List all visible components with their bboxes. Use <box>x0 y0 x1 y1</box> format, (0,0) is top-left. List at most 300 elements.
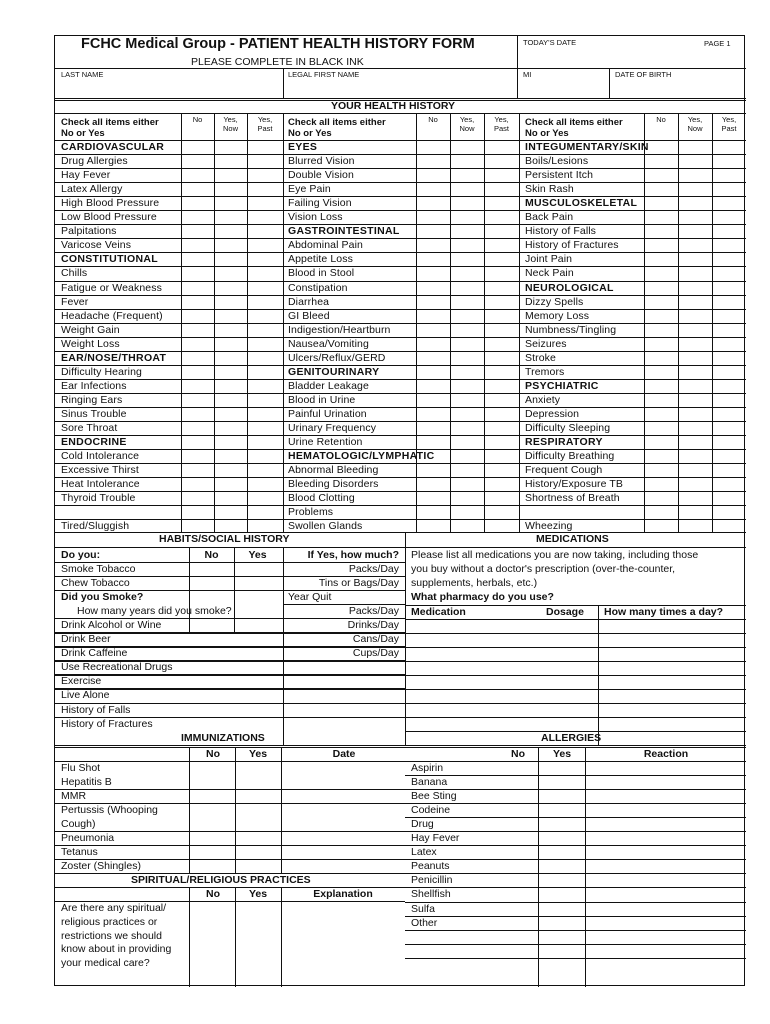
checkbox-col3-8-yes-past[interactable] <box>713 253 745 265</box>
checkbox-col2-1-yes-now[interactable] <box>451 155 483 167</box>
dob-field[interactable] <box>610 79 745 97</box>
checkbox-col1-2-no[interactable] <box>182 169 213 181</box>
checkbox-col2-2-yes-past[interactable] <box>485 169 518 181</box>
allergy-reaction-6[interactable] <box>586 846 745 858</box>
checkbox-col1-16-no[interactable] <box>182 366 213 378</box>
allergy-no-4[interactable] <box>539 818 584 830</box>
checkbox-col1-11-no[interactable] <box>182 296 213 308</box>
checkbox-col3-25-yes-past[interactable] <box>713 492 745 504</box>
checkbox-col1-11-yes-now[interactable] <box>215 296 246 308</box>
checkbox-col3-1-no[interactable] <box>645 155 677 167</box>
checkbox-col2-23-no[interactable] <box>417 464 449 476</box>
checkbox-col1-25-yes-past[interactable] <box>248 492 282 504</box>
checkbox-col2-25-yes-now[interactable] <box>451 492 483 504</box>
checkbox-col1-24-yes-past[interactable] <box>248 478 282 490</box>
habit-yes-6[interactable] <box>235 647 282 659</box>
allergy-no-10[interactable] <box>539 903 584 915</box>
checkbox-col3-8-no[interactable] <box>645 253 677 265</box>
habit-amount-0[interactable] <box>284 563 404 575</box>
checkbox-col3-26-no[interactable] <box>645 506 677 518</box>
checkbox-col3-23-no[interactable] <box>645 464 677 476</box>
checkbox-col1-25-no[interactable] <box>182 492 213 504</box>
checkbox-col3-3-yes-past[interactable] <box>713 183 745 195</box>
checkbox-col2-21-no[interactable] <box>417 436 449 448</box>
dosage-row-4[interactable] <box>599 676 745 688</box>
dosage-row-0[interactable] <box>599 620 745 632</box>
allergy-no-3[interactable] <box>539 804 584 816</box>
allergy-no-8[interactable] <box>539 874 584 886</box>
allergy-reaction-3[interactable] <box>586 804 745 816</box>
habit-no-10[interactable] <box>190 704 233 716</box>
checkbox-col3-16-yes-past[interactable] <box>713 366 745 378</box>
checkbox-col2-24-yes-past[interactable] <box>485 478 518 490</box>
checkbox-col1-9-no[interactable] <box>182 267 213 279</box>
checkbox-col3-9-yes-past[interactable] <box>713 267 745 279</box>
checkbox-col3-26-yes-now[interactable] <box>679 506 711 518</box>
habit-yes-8[interactable] <box>235 675 282 687</box>
checkbox-col3-7-no[interactable] <box>645 239 677 251</box>
checkbox-col2-26-yes-past[interactable] <box>485 506 518 518</box>
habit-yes-0[interactable] <box>235 563 282 575</box>
checkbox-col3-11-yes-now[interactable] <box>679 296 711 308</box>
checkbox-col3-5-no[interactable] <box>645 211 677 223</box>
checkbox-col3-19-yes-now[interactable] <box>679 408 711 420</box>
checkbox-col3-22-no[interactable] <box>645 450 677 462</box>
dosage-row-1[interactable] <box>599 634 745 646</box>
immunization-flu-date[interactable] <box>282 762 404 774</box>
checkbox-col2-8-no[interactable] <box>417 253 449 265</box>
dosage-row-6[interactable] <box>599 704 745 716</box>
checkbox-col3-23-yes-past[interactable] <box>713 464 745 476</box>
allergy-reaction-11[interactable] <box>586 917 745 929</box>
checkbox-col3-22-yes-now[interactable] <box>679 450 711 462</box>
checkbox-col1-18-no[interactable] <box>182 394 213 406</box>
checkbox-col3-1-yes-past[interactable] <box>713 155 745 167</box>
checkbox-col1-7-no[interactable] <box>182 239 213 251</box>
checkbox-col3-13-yes-past[interactable] <box>713 324 745 336</box>
checkbox-col1-9-yes-past[interactable] <box>248 267 282 279</box>
checkbox-col1-16-yes-now[interactable] <box>215 366 246 378</box>
checkbox-col3-6-no[interactable] <box>645 225 677 237</box>
checkbox-col2-20-no[interactable] <box>417 422 449 434</box>
checkbox-col1-12-yes-now[interactable] <box>215 310 246 322</box>
checkbox-col1-1-yes-past[interactable] <box>248 155 282 167</box>
checkbox-col2-17-yes-past[interactable] <box>485 380 518 392</box>
dosage-row-8[interactable] <box>599 732 745 744</box>
checkbox-col2-7-no[interactable] <box>417 239 449 251</box>
checkbox-col1-2-yes-now[interactable] <box>215 169 246 181</box>
allergy-no-0[interactable] <box>539 762 584 774</box>
allergy-no-11[interactable] <box>539 917 584 929</box>
habit-yes-9[interactable] <box>235 689 282 701</box>
checkbox-col2-20-yes-past[interactable] <box>485 422 518 434</box>
allergy-no-7[interactable] <box>539 860 584 872</box>
checkbox-col1-27-yes-now[interactable] <box>215 520 246 532</box>
allergy-no-6[interactable] <box>539 846 584 858</box>
checkbox-col3-24-yes-now[interactable] <box>679 478 711 490</box>
medication-row-0[interactable] <box>406 620 596 632</box>
checkbox-col3-11-no[interactable] <box>645 296 677 308</box>
checkbox-col2-2-yes-now[interactable] <box>451 169 483 181</box>
checkbox-col1-10-yes-now[interactable] <box>215 282 246 294</box>
habit-yes-2[interactable] <box>235 591 282 603</box>
checkbox-col2-15-yes-past[interactable] <box>485 352 518 364</box>
allergy-reaction-10[interactable] <box>586 903 745 915</box>
checkbox-col3-16-yes-now[interactable] <box>679 366 711 378</box>
checkbox-col3-14-yes-now[interactable] <box>679 338 711 350</box>
checkbox-col1-23-yes-past[interactable] <box>248 464 282 476</box>
checkbox-col2-5-yes-past[interactable] <box>485 211 518 223</box>
checkbox-col2-8-yes-past[interactable] <box>485 253 518 265</box>
checkbox-col1-16-yes-past[interactable] <box>248 366 282 378</box>
habit-amount-2[interactable] <box>284 591 404 603</box>
checkbox-col2-20-yes-now[interactable] <box>451 422 483 434</box>
checkbox-col2-1-yes-past[interactable] <box>485 155 518 167</box>
checkbox-col2-8-yes-now[interactable] <box>451 253 483 265</box>
checkbox-col2-12-yes-now[interactable] <box>451 310 483 322</box>
checkbox-col2-27-no[interactable] <box>417 520 449 532</box>
allergy-no-14[interactable] <box>539 959 584 971</box>
checkbox-col1-19-yes-now[interactable] <box>215 408 246 420</box>
checkbox-col3-25-no[interactable] <box>645 492 677 504</box>
checkbox-col1-20-yes-now[interactable] <box>215 422 246 434</box>
checkbox-col1-3-yes-past[interactable] <box>248 183 282 195</box>
checkbox-col1-23-no[interactable] <box>182 464 213 476</box>
habit-amount-4[interactable] <box>284 619 404 631</box>
allergy-no-2[interactable] <box>539 790 584 802</box>
checkbox-col2-14-yes-now[interactable] <box>451 338 483 350</box>
checkbox-col3-3-yes-now[interactable] <box>679 183 711 195</box>
checkbox-col1-17-yes-now[interactable] <box>215 380 246 392</box>
checkbox-col2-3-yes-now[interactable] <box>451 183 483 195</box>
habit-amount-11[interactable] <box>284 718 404 730</box>
checkbox-col3-19-no[interactable] <box>645 408 677 420</box>
checkbox-col1-18-yes-past[interactable] <box>248 394 282 406</box>
checkbox-col2-27-yes-past[interactable] <box>485 520 518 532</box>
checkbox-col2-14-yes-past[interactable] <box>485 338 518 350</box>
checkbox-col3-24-no[interactable] <box>645 478 677 490</box>
checkbox-col1-6-yes-now[interactable] <box>215 225 246 237</box>
checkbox-col1-24-yes-now[interactable] <box>215 478 246 490</box>
checkbox-col3-2-no[interactable] <box>645 169 677 181</box>
checkbox-col3-18-yes-now[interactable] <box>679 394 711 406</box>
checkbox-col3-1-yes-now[interactable] <box>679 155 711 167</box>
checkbox-col3-16-no[interactable] <box>645 366 677 378</box>
habit-amount-6[interactable] <box>284 647 404 659</box>
checkbox-col3-15-yes-now[interactable] <box>679 352 711 364</box>
habit-yes-1[interactable] <box>235 577 282 589</box>
checkbox-col3-12-yes-past[interactable] <box>713 310 745 322</box>
checkbox-col2-18-yes-past[interactable] <box>485 394 518 406</box>
checkbox-col2-1-no[interactable] <box>417 155 449 167</box>
checkbox-col1-24-no[interactable] <box>182 478 213 490</box>
habit-yes-4[interactable] <box>235 619 282 631</box>
checkbox-col1-14-no[interactable] <box>182 338 213 350</box>
medication-row-5[interactable] <box>406 690 596 702</box>
checkbox-col2-18-no[interactable] <box>417 394 449 406</box>
medication-row-4[interactable] <box>406 676 596 688</box>
checkbox-col1-3-no[interactable] <box>182 183 213 195</box>
spiritual-explanation[interactable] <box>282 902 404 986</box>
allergy-reaction-5[interactable] <box>586 832 745 844</box>
checkbox-col1-5-yes-now[interactable] <box>215 211 246 223</box>
habit-amount-10[interactable] <box>284 704 404 716</box>
medication-row-3[interactable] <box>406 662 596 674</box>
checkbox-col1-12-yes-past[interactable] <box>248 310 282 322</box>
last-name-field[interactable] <box>56 79 282 97</box>
checkbox-col1-4-yes-past[interactable] <box>248 197 282 209</box>
todays-date-field[interactable] <box>518 47 746 67</box>
checkbox-col2-4-no[interactable] <box>417 197 449 209</box>
allergy-reaction-2[interactable] <box>586 790 745 802</box>
checkbox-col2-12-no[interactable] <box>417 310 449 322</box>
checkbox-col1-1-no[interactable] <box>182 155 213 167</box>
checkbox-col2-4-yes-now[interactable] <box>451 197 483 209</box>
checkbox-col1-17-no[interactable] <box>182 380 213 392</box>
checkbox-col2-15-yes-now[interactable] <box>451 352 483 364</box>
checkbox-col1-7-yes-now[interactable] <box>215 239 246 251</box>
checkbox-col2-21-yes-now[interactable] <box>451 436 483 448</box>
spiritual-no[interactable] <box>190 902 234 986</box>
allergy-reaction-14[interactable] <box>586 959 745 971</box>
checkbox-col1-25-yes-now[interactable] <box>215 492 246 504</box>
allergy-reaction-13[interactable] <box>586 945 745 957</box>
checkbox-col1-10-no[interactable] <box>182 282 213 294</box>
checkbox-col3-3-no[interactable] <box>645 183 677 195</box>
checkbox-col3-6-yes-past[interactable] <box>713 225 745 237</box>
checkbox-col3-25-yes-now[interactable] <box>679 492 711 504</box>
checkbox-col1-26-yes-now[interactable] <box>215 506 246 518</box>
checkbox-col1-13-yes-now[interactable] <box>215 324 246 336</box>
checkbox-col1-13-no[interactable] <box>182 324 213 336</box>
habit-no-1[interactable] <box>190 577 233 589</box>
checkbox-col2-3-yes-past[interactable] <box>485 183 518 195</box>
medication-row-2[interactable] <box>406 648 596 660</box>
checkbox-col3-20-yes-now[interactable] <box>679 422 711 434</box>
medication-row-7[interactable] <box>406 718 596 730</box>
allergy-no-13[interactable] <box>539 945 584 957</box>
checkbox-col2-17-yes-now[interactable] <box>451 380 483 392</box>
checkbox-col3-12-yes-now[interactable] <box>679 310 711 322</box>
checkbox-col1-14-yes-past[interactable] <box>248 338 282 350</box>
checkbox-col1-5-yes-past[interactable] <box>248 211 282 223</box>
checkbox-col3-18-no[interactable] <box>645 394 677 406</box>
habit-yes-7[interactable] <box>235 661 282 673</box>
checkbox-col2-13-yes-now[interactable] <box>451 324 483 336</box>
checkbox-col1-7-yes-past[interactable] <box>248 239 282 251</box>
allergy-no-9[interactable] <box>539 888 584 900</box>
checkbox-col1-26-no[interactable] <box>182 506 213 518</box>
habit-no-6[interactable] <box>190 647 233 659</box>
checkbox-col1-6-no[interactable] <box>182 225 213 237</box>
habit-yes-10[interactable] <box>235 704 282 716</box>
habit-amount-3[interactable] <box>284 605 404 617</box>
checkbox-col1-27-yes-past[interactable] <box>248 520 282 532</box>
checkbox-col1-2-yes-past[interactable] <box>248 169 282 181</box>
checkbox-col1-4-no[interactable] <box>182 197 213 209</box>
checkbox-col2-7-yes-past[interactable] <box>485 239 518 251</box>
habit-amount-9[interactable] <box>284 689 404 701</box>
allergy-reaction-1[interactable] <box>586 776 745 788</box>
mi-field[interactable] <box>518 79 608 97</box>
checkbox-col2-17-no[interactable] <box>417 380 449 392</box>
medication-row-1[interactable] <box>406 634 596 646</box>
checkbox-col2-25-yes-past[interactable] <box>485 492 518 504</box>
checkbox-col3-12-no[interactable] <box>645 310 677 322</box>
checkbox-col1-9-yes-now[interactable] <box>215 267 246 279</box>
checkbox-col1-12-no[interactable] <box>182 310 213 322</box>
checkbox-col2-23-yes-now[interactable] <box>451 464 483 476</box>
checkbox-col2-7-yes-now[interactable] <box>451 239 483 251</box>
checkbox-col1-3-yes-now[interactable] <box>215 183 246 195</box>
checkbox-col3-19-yes-past[interactable] <box>713 408 745 420</box>
habit-amount-7[interactable] <box>284 661 404 673</box>
pharmacy-field[interactable] <box>571 591 745 604</box>
checkbox-col2-5-yes-now[interactable] <box>451 211 483 223</box>
allergy-reaction-0[interactable] <box>586 762 745 774</box>
checkbox-col1-6-yes-past[interactable] <box>248 225 282 237</box>
checkbox-col2-19-yes-past[interactable] <box>485 408 518 420</box>
checkbox-col2-10-yes-past[interactable] <box>485 282 518 294</box>
checkbox-col2-11-yes-now[interactable] <box>451 296 483 308</box>
checkbox-col3-5-yes-past[interactable] <box>713 211 745 223</box>
checkbox-col3-9-no[interactable] <box>645 267 677 279</box>
checkbox-col3-13-yes-now[interactable] <box>679 324 711 336</box>
checkbox-col3-7-yes-past[interactable] <box>713 239 745 251</box>
habit-no-7[interactable] <box>190 661 233 673</box>
checkbox-col2-9-no[interactable] <box>417 267 449 279</box>
checkbox-col3-23-yes-now[interactable] <box>679 464 711 476</box>
checkbox-col1-11-yes-past[interactable] <box>248 296 282 308</box>
allergy-no-1[interactable] <box>539 776 584 788</box>
checkbox-col2-19-yes-now[interactable] <box>451 408 483 420</box>
checkbox-col3-6-yes-now[interactable] <box>679 225 711 237</box>
habit-yes-11[interactable] <box>235 718 282 730</box>
checkbox-col1-5-no[interactable] <box>182 211 213 223</box>
dosage-row-3[interactable] <box>599 662 745 674</box>
checkbox-col2-23-yes-past[interactable] <box>485 464 518 476</box>
checkbox-col2-9-yes-now[interactable] <box>451 267 483 279</box>
checkbox-col2-19-no[interactable] <box>417 408 449 420</box>
checkbox-col2-26-yes-now[interactable] <box>451 506 483 518</box>
checkbox-col2-2-no[interactable] <box>417 169 449 181</box>
checkbox-col3-24-yes-past[interactable] <box>713 478 745 490</box>
checkbox-col1-13-yes-past[interactable] <box>248 324 282 336</box>
checkbox-col2-5-no[interactable] <box>417 211 449 223</box>
checkbox-col3-14-yes-past[interactable] <box>713 338 745 350</box>
habit-amount-5[interactable] <box>284 633 404 645</box>
checkbox-col1-18-yes-now[interactable] <box>215 394 246 406</box>
checkbox-col3-27-no[interactable] <box>645 520 677 532</box>
checkbox-col3-11-yes-past[interactable] <box>713 296 745 308</box>
checkbox-col1-20-yes-past[interactable] <box>248 422 282 434</box>
checkbox-col2-27-yes-now[interactable] <box>451 520 483 532</box>
checkbox-col2-18-yes-now[interactable] <box>451 394 483 406</box>
checkbox-col2-24-no[interactable] <box>417 478 449 490</box>
habit-amount-8[interactable] <box>284 675 404 687</box>
checkbox-col2-14-no[interactable] <box>417 338 449 350</box>
checkbox-col1-1-yes-now[interactable] <box>215 155 246 167</box>
dosage-row-5[interactable] <box>599 690 745 702</box>
checkbox-col3-18-yes-past[interactable] <box>713 394 745 406</box>
checkbox-col2-24-yes-now[interactable] <box>451 478 483 490</box>
checkbox-col3-8-yes-now[interactable] <box>679 253 711 265</box>
checkbox-col1-19-yes-past[interactable] <box>248 408 282 420</box>
habit-no-2[interactable] <box>190 591 233 603</box>
checkbox-col3-20-no[interactable] <box>645 422 677 434</box>
checkbox-col3-9-yes-now[interactable] <box>679 267 711 279</box>
habit-no-8[interactable] <box>190 675 233 687</box>
habit-no-11[interactable] <box>190 718 233 730</box>
checkbox-col2-3-no[interactable] <box>417 183 449 195</box>
checkbox-col1-17-yes-past[interactable] <box>248 380 282 392</box>
checkbox-col2-4-yes-past[interactable] <box>485 197 518 209</box>
checkbox-col2-10-no[interactable] <box>417 282 449 294</box>
checkbox-col3-15-yes-past[interactable] <box>713 352 745 364</box>
allergy-reaction-4[interactable] <box>586 818 745 830</box>
checkbox-col3-22-yes-past[interactable] <box>713 450 745 462</box>
checkbox-col3-27-yes-now[interactable] <box>679 520 711 532</box>
checkbox-col2-13-no[interactable] <box>417 324 449 336</box>
habit-no-9[interactable] <box>190 689 233 701</box>
checkbox-col2-10-yes-now[interactable] <box>451 282 483 294</box>
medication-row-6[interactable] <box>406 704 596 716</box>
habit-no-4[interactable] <box>190 619 233 631</box>
habit-amount-1[interactable] <box>284 577 404 589</box>
checkbox-col2-12-yes-past[interactable] <box>485 310 518 322</box>
checkbox-col1-22-yes-now[interactable] <box>215 450 246 462</box>
allergy-reaction-9[interactable] <box>586 888 745 900</box>
checkbox-col1-22-no[interactable] <box>182 450 213 462</box>
checkbox-col3-27-yes-past[interactable] <box>713 520 745 532</box>
checkbox-col2-13-yes-past[interactable] <box>485 324 518 336</box>
checkbox-col1-26-yes-past[interactable] <box>248 506 282 518</box>
checkbox-col1-19-no[interactable] <box>182 408 213 420</box>
allergy-reaction-8[interactable] <box>586 874 745 886</box>
checkbox-col1-20-no[interactable] <box>182 422 213 434</box>
checkbox-col2-15-no[interactable] <box>417 352 449 364</box>
checkbox-col1-4-yes-now[interactable] <box>215 197 246 209</box>
habit-no-5[interactable] <box>190 633 233 645</box>
checkbox-col3-13-no[interactable] <box>645 324 677 336</box>
checkbox-col3-20-yes-past[interactable] <box>713 422 745 434</box>
habit-no-0[interactable] <box>190 563 233 575</box>
checkbox-col2-11-no[interactable] <box>417 296 449 308</box>
first-name-field[interactable] <box>284 79 516 97</box>
spiritual-yes[interactable] <box>236 902 280 986</box>
habit-yes-5[interactable] <box>235 633 282 645</box>
checkbox-col3-26-yes-past[interactable] <box>713 506 745 518</box>
dosage-row-2[interactable] <box>599 648 745 660</box>
checkbox-col3-7-yes-now[interactable] <box>679 239 711 251</box>
allergy-reaction-7[interactable] <box>586 860 745 872</box>
allergy-no-5[interactable] <box>539 832 584 844</box>
checkbox-col2-26-no[interactable] <box>417 506 449 518</box>
checkbox-col3-14-no[interactable] <box>645 338 677 350</box>
allergy-reaction-12[interactable] <box>586 931 745 943</box>
checkbox-col1-27-no[interactable] <box>182 520 213 532</box>
allergy-no-12[interactable] <box>539 931 584 943</box>
checkbox-col1-10-yes-past[interactable] <box>248 282 282 294</box>
checkbox-col3-15-no[interactable] <box>645 352 677 364</box>
checkbox-col2-9-yes-past[interactable] <box>485 267 518 279</box>
checkbox-col3-2-yes-past[interactable] <box>713 169 745 181</box>
checkbox-col1-23-yes-now[interactable] <box>215 464 246 476</box>
checkbox-col1-22-yes-past[interactable] <box>248 450 282 462</box>
checkbox-col2-11-yes-past[interactable] <box>485 296 518 308</box>
checkbox-col2-21-yes-past[interactable] <box>485 436 518 448</box>
checkbox-col1-14-yes-now[interactable] <box>215 338 246 350</box>
